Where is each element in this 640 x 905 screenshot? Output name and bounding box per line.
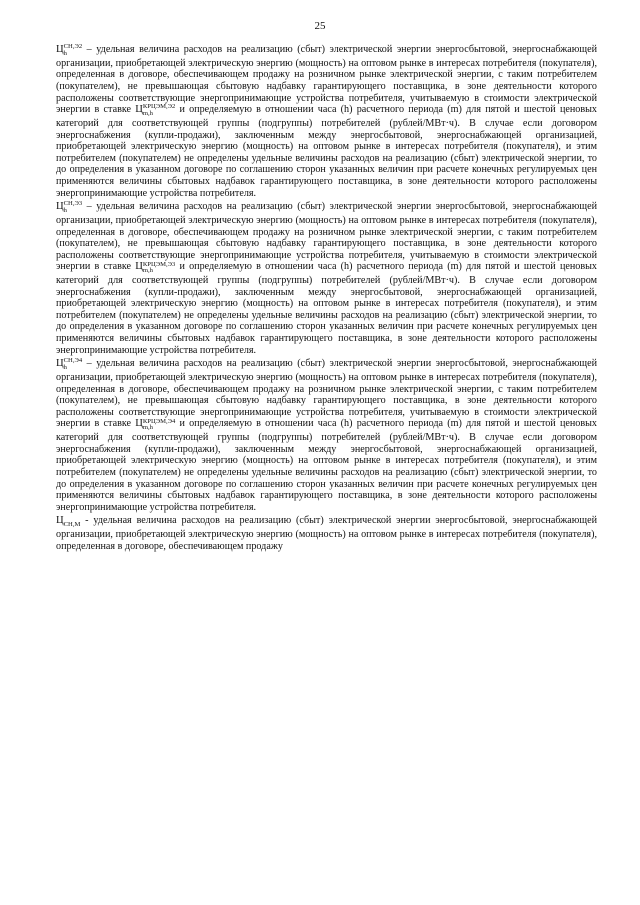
paragraph-text-before: – удельная величина расходов на реализацию (сбыт) электрической энергии энергосбытовой, энергоснабжающей организации, приобретающей электрическую энергию (мощность) на оптовом рынке в интересах потребителя (покупателя), определенная в договоре, обеспечивающем продажу на розничном рынке электрической энергии, с таким потребителем (покупателем), не превышающая сбытовую надбавку гарантирующего поставщика, в зоне деятельности которого расположены соответствующие энергопринимающие устройства потребителя, учитываемую в стоимости электрической энергии в ставке xyxy=(56,201,597,273)
paragraph-ch-e2 xyxy=(56,44,597,199)
paragraph-text-after: и определяемую в отношении часа (h) расчетного периода (m) для пятой и шестой ценовых категорий для соответствующей группы (подгруппы) потребителей (рублей/МВт·ч). В случае если договором энергоснабжения (купли-продажи), заключенным между энергосбытовой, энергоснабжающей организацией, приобретающей электрическую энергию (мощность) на оптовом рынке в интересах потребителя (покупателя), и этим потребителем (покупателем) не определены удельные величины расходов на реализацию (сбыт) электрической энергии, то до определения в указанном договоре по соглашению сторон указанных величин при расчете конечных регулируемых цен применяются величины сбытовых надбавок гарантирующего поставщика, в зоне деятельности которого расположены энергопринимающие устройства потребителя. xyxy=(56,104,597,199)
inline-symbol-superscript: КРЦЭМ,Э2 xyxy=(142,103,176,111)
symbol-subscript: h xyxy=(63,50,67,57)
symbol-superscript: СН,Э2 xyxy=(63,43,83,51)
price-symbol: Ц xyxy=(56,358,64,370)
document-body xyxy=(56,44,597,554)
symbol-subscript: h xyxy=(63,364,67,372)
inline-symbol-indices xyxy=(143,419,175,433)
paragraph-text-before: – удельная величина расходов на реализацию (сбыт) электрической энергии энергосбытовой, энергоснабжающей организации, приобретающей электрическую энергию (мощность) на оптовом рынке в интересах потребителя (покупателя), определенная в договоре, обеспечивающем продажу на розничном рынке электрической энергии, с таким потребителем (покупателем), не превышающая сбытовую надбавку гарантирующего поставщика, в зоне деятельности которого расположены соответствующие энергопринимающие устройства потребителя, учитываемую в стоимости электрической энергии в ставке xyxy=(56,358,597,430)
inline-price-symbol: Ц xyxy=(135,418,143,430)
paragraph-text-before: – удельная величина расходов на реализацию (сбыт) электрической энергии энергосбытовой, энергоснабжающей организации, приобретающей электрическую энергию (мощность) на оптовом рынке в интересах потребителя (покупателя), определенная в договоре, обеспечивающем продажу на розничном рынке электрической энергии, с таким потребителем (покупателем), не превышающая сбытовую надбавку гарантирующего поставщика, в зоне деятельности которого расположены соответствующие энергопринимающие устройства потребителя, учитываемую в стоимости электрической энергии в ставке xyxy=(56,44,597,116)
symbol-subscript: h xyxy=(63,207,67,215)
inline-symbol-indices xyxy=(143,262,175,276)
paragraph-ch-e4 xyxy=(56,358,597,513)
inline-symbol-subscript: m,h xyxy=(142,424,153,432)
paragraph-text-after: и определяемую в отношении часа (h) расчетного периода (m) для пятой и шестой ценовых категорий для соответствующей группы (подгруппы) потребителей (рублей/МВт·ч). В случае если договором энергоснабжения (купли-продажи), заключенным между энергосбытовой, энергоснабжающей организацией, приобретающей электрическую энергию (мощность) на оптовом рынке в интересах потребителя (покупателя), и этим потребителем (покупателем) не определены удельные величины расходов на реализацию (сбыт) электрической энергии, то до определения в указанном договоре по соглашению сторон указанных величин при расчете конечных регулируемых цен применяются величины сбытовых надбавок гарантирующего поставщика, в зоне деятельности которого расположены энергопринимающие устройства потребителя. xyxy=(56,261,597,356)
symbol-indices xyxy=(64,522,81,529)
paragraph-text-after: и определяемую в отношении часа (h) расчетного периода (m) для пятой и шестой ценовых категорий для соответствующей группы (подгруппы) потребителей (рублей/МВт·ч). В случае если договором энергоснабжения (купли-продажи), заключенным между энергосбытовой, энергоснабжающей организацией, приобретающей электрическую энергию (мощность) на оптовом рынке в интересах потребителя (покупателя), и этим потребителем (покупателем) не определены удельные величины расходов на реализацию (сбыт) электрической энергии, то до определения в указанном договоре по соглашению сторон указанных величин при расчете конечных регулируемых цен применяются величины сбытовых надбавок гарантирующего поставщика, в зоне деятельности которого расположены энергопринимающие устройства потребителя. xyxy=(56,418,597,513)
price-symbol: Ц xyxy=(56,201,64,213)
price-symbol: Ц xyxy=(56,44,64,55)
inline-price-symbol: Ц xyxy=(135,261,143,273)
symbol-indices xyxy=(64,201,82,215)
inline-symbol-subscript: m,h xyxy=(142,267,153,275)
inline-symbol-superscript: КРЦЭМ,Э3 xyxy=(142,260,176,268)
symbol-superscript: СН,Э3 xyxy=(63,200,83,208)
page-number: 25 xyxy=(314,20,326,32)
paragraph-text-before: - удельная величина расходов на реализацию (сбыт) электрической энергии энергосбытовой, энергоснабжающей организации, приобретающей электрическую энергию (мощность) на оптовом рынке в интересах потребителя (покупателя), определенная в договоре, обеспечивающем продажу xyxy=(56,515,597,552)
paragraph-ch-e3 xyxy=(56,201,597,356)
symbol-indices xyxy=(64,358,82,372)
paragraph-ch-m xyxy=(56,515,597,552)
inline-symbol-subscript: m,h xyxy=(142,110,153,118)
symbol-indices xyxy=(64,44,82,58)
inline-symbol-superscript: КРЦЭМ,Э4 xyxy=(142,417,176,425)
inline-symbol-indices xyxy=(143,104,175,118)
inline-price-symbol: Ц xyxy=(135,104,143,116)
price-symbol: Ц xyxy=(56,515,64,527)
symbol-superscript: СН,Э4 xyxy=(63,357,83,365)
symbol-superscript: СН,М xyxy=(63,521,81,529)
